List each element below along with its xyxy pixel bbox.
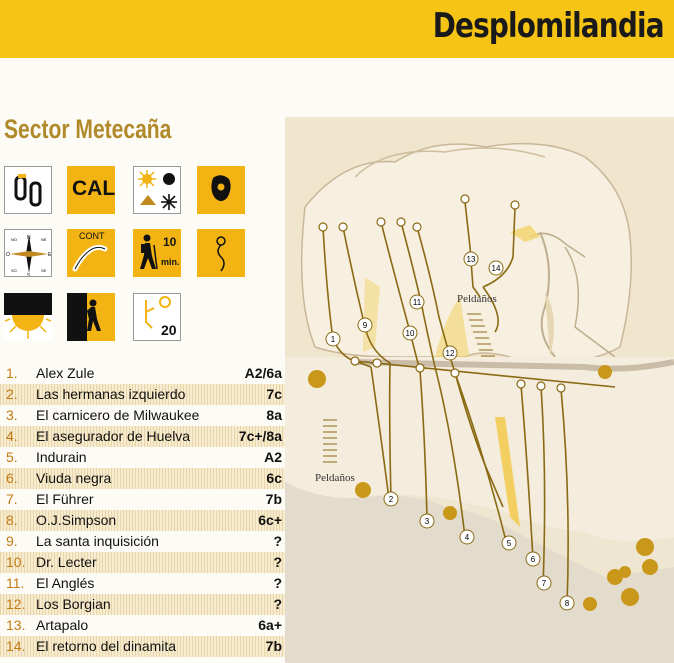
- marker-9: [358, 318, 372, 332]
- route-name: La santa inquisición: [36, 533, 159, 549]
- route-number: 1.: [6, 365, 18, 381]
- route-row: [0, 405, 288, 426]
- cont-label: CONT: [79, 231, 105, 241]
- marker-10: [403, 326, 417, 340]
- route-number: 11.: [6, 575, 25, 591]
- route-name: El asegurador de Huelva: [36, 428, 191, 444]
- sector-title: Sector Metecaña: [4, 114, 172, 144]
- compass-so: SO: [11, 268, 17, 273]
- compass-o: O: [6, 252, 10, 258]
- descent-icon: [197, 229, 245, 277]
- compass-se: SE: [41, 268, 47, 273]
- route-name: Indurain: [36, 449, 87, 465]
- route-grade: A2: [264, 449, 282, 465]
- crag-topo: [285, 117, 674, 663]
- route-name: O.J.Simpson: [36, 512, 117, 528]
- svg-text:3: 3: [424, 517, 430, 526]
- route-number: 14.: [6, 638, 26, 654]
- svg-text:11: 11: [412, 298, 422, 307]
- route-row: [0, 552, 288, 573]
- compass-ne: NE: [41, 237, 47, 242]
- svg-text:14: 14: [491, 264, 501, 273]
- route-number: 8.: [6, 512, 18, 528]
- route-number: 5.: [6, 449, 18, 465]
- route-row: [0, 489, 288, 510]
- continuity-icon: [67, 229, 115, 277]
- route-number: 6.: [6, 470, 18, 486]
- route-grade: 8a: [266, 407, 282, 423]
- compass-e: E: [48, 252, 52, 258]
- route-name: El Führer: [36, 491, 94, 507]
- svg-text:9: 9: [362, 321, 368, 330]
- svg-text:4: 4: [464, 533, 470, 542]
- marker-8: [560, 596, 574, 610]
- marker-12: [443, 346, 457, 360]
- compass-s: S: [27, 273, 31, 278]
- route-number: 2.: [6, 386, 18, 402]
- svg-text:6: 6: [530, 555, 536, 564]
- route-row: [0, 531, 288, 552]
- route-grade: A2/6a: [244, 365, 282, 381]
- route-row: [0, 615, 288, 636]
- route-number: 9.: [6, 533, 18, 549]
- compass-no: NO: [11, 237, 17, 242]
- steps-label-top: Peldaños: [457, 293, 497, 305]
- route-name: Las hermanas izquierdo: [36, 386, 186, 402]
- route-name: Artapalo: [36, 617, 89, 633]
- svg-text:7: 7: [541, 579, 547, 588]
- route-name: Alex Zule: [36, 365, 95, 381]
- svg-text:1: 1: [330, 335, 336, 344]
- steps-label-bottom: Peldaños: [315, 472, 355, 484]
- route-grade: ?: [273, 596, 282, 612]
- quickdraw-icon: [4, 166, 52, 214]
- route-row: [0, 573, 288, 594]
- route-row: [0, 468, 288, 489]
- route-grade: 7b: [265, 638, 282, 654]
- route-row: [0, 510, 288, 531]
- climber-icon: [67, 293, 115, 341]
- seasons-icon: [133, 166, 181, 214]
- route-name: El retorno del dinamita: [36, 638, 177, 654]
- route-grade: ?: [273, 554, 282, 570]
- route-number: 7.: [6, 491, 18, 507]
- marker-11: [410, 295, 424, 309]
- route-row: [0, 363, 288, 384]
- route-row: [0, 636, 288, 657]
- route-row: [0, 384, 288, 405]
- marker-7: [537, 576, 551, 590]
- time-value: 10: [163, 235, 177, 249]
- marker-4: [460, 530, 474, 544]
- route-name: Dr. Lecter: [36, 554, 97, 570]
- svg-text:12: 12: [445, 349, 455, 358]
- route-grade: ?: [273, 575, 282, 591]
- route-grade: 6c: [266, 470, 282, 486]
- time-unit: min.: [161, 257, 180, 267]
- route-name: Los Borgian: [36, 596, 111, 612]
- height-value: 20: [161, 322, 177, 338]
- rope-length-icon: [133, 293, 181, 341]
- route-number: 13.: [6, 617, 26, 633]
- svg-text:8: 8: [564, 599, 570, 608]
- svg-text:5: 5: [506, 539, 512, 548]
- route-grade: 7c+/8a: [238, 428, 282, 444]
- marker-1: [326, 332, 340, 346]
- svg-text:13: 13: [466, 255, 476, 264]
- header-banner: [0, 0, 674, 58]
- route-grade: 6c+: [258, 512, 282, 528]
- hiker-icon: [133, 229, 181, 277]
- route-name: El Anglés: [36, 575, 95, 591]
- svg-text:2: 2: [388, 495, 394, 504]
- route-number: 12.: [6, 596, 26, 612]
- route-name: Viuda negra: [36, 470, 112, 486]
- route-grade: 6a+: [258, 617, 282, 633]
- marker-3: [420, 514, 434, 528]
- route-grade: 7c: [266, 386, 282, 402]
- compass-n: N: [27, 235, 31, 241]
- sun-icon: [4, 293, 52, 341]
- route-row: [0, 447, 288, 468]
- limestone-icon: [67, 166, 115, 214]
- page-title: Desplomilandia: [433, 6, 664, 46]
- route-grade: ?: [273, 533, 282, 549]
- route-number: 4.: [6, 428, 18, 444]
- marker-6: [526, 552, 540, 566]
- marker-13: [464, 252, 478, 266]
- marker-14: [489, 261, 503, 275]
- marker-2: [384, 492, 398, 506]
- route-number: 3.: [6, 407, 18, 423]
- route-row: [0, 426, 288, 447]
- cal-label: CAL: [72, 177, 115, 200]
- svg-text:10: 10: [405, 329, 415, 338]
- route-row: [0, 594, 288, 615]
- route-name: El carnicero de Milwaukee: [36, 407, 200, 423]
- hold-icon: [197, 166, 245, 214]
- compass-icon: [4, 229, 52, 277]
- route-number: 10.: [6, 554, 26, 570]
- route-grade: 7b: [265, 491, 282, 507]
- marker-5: [502, 536, 516, 550]
